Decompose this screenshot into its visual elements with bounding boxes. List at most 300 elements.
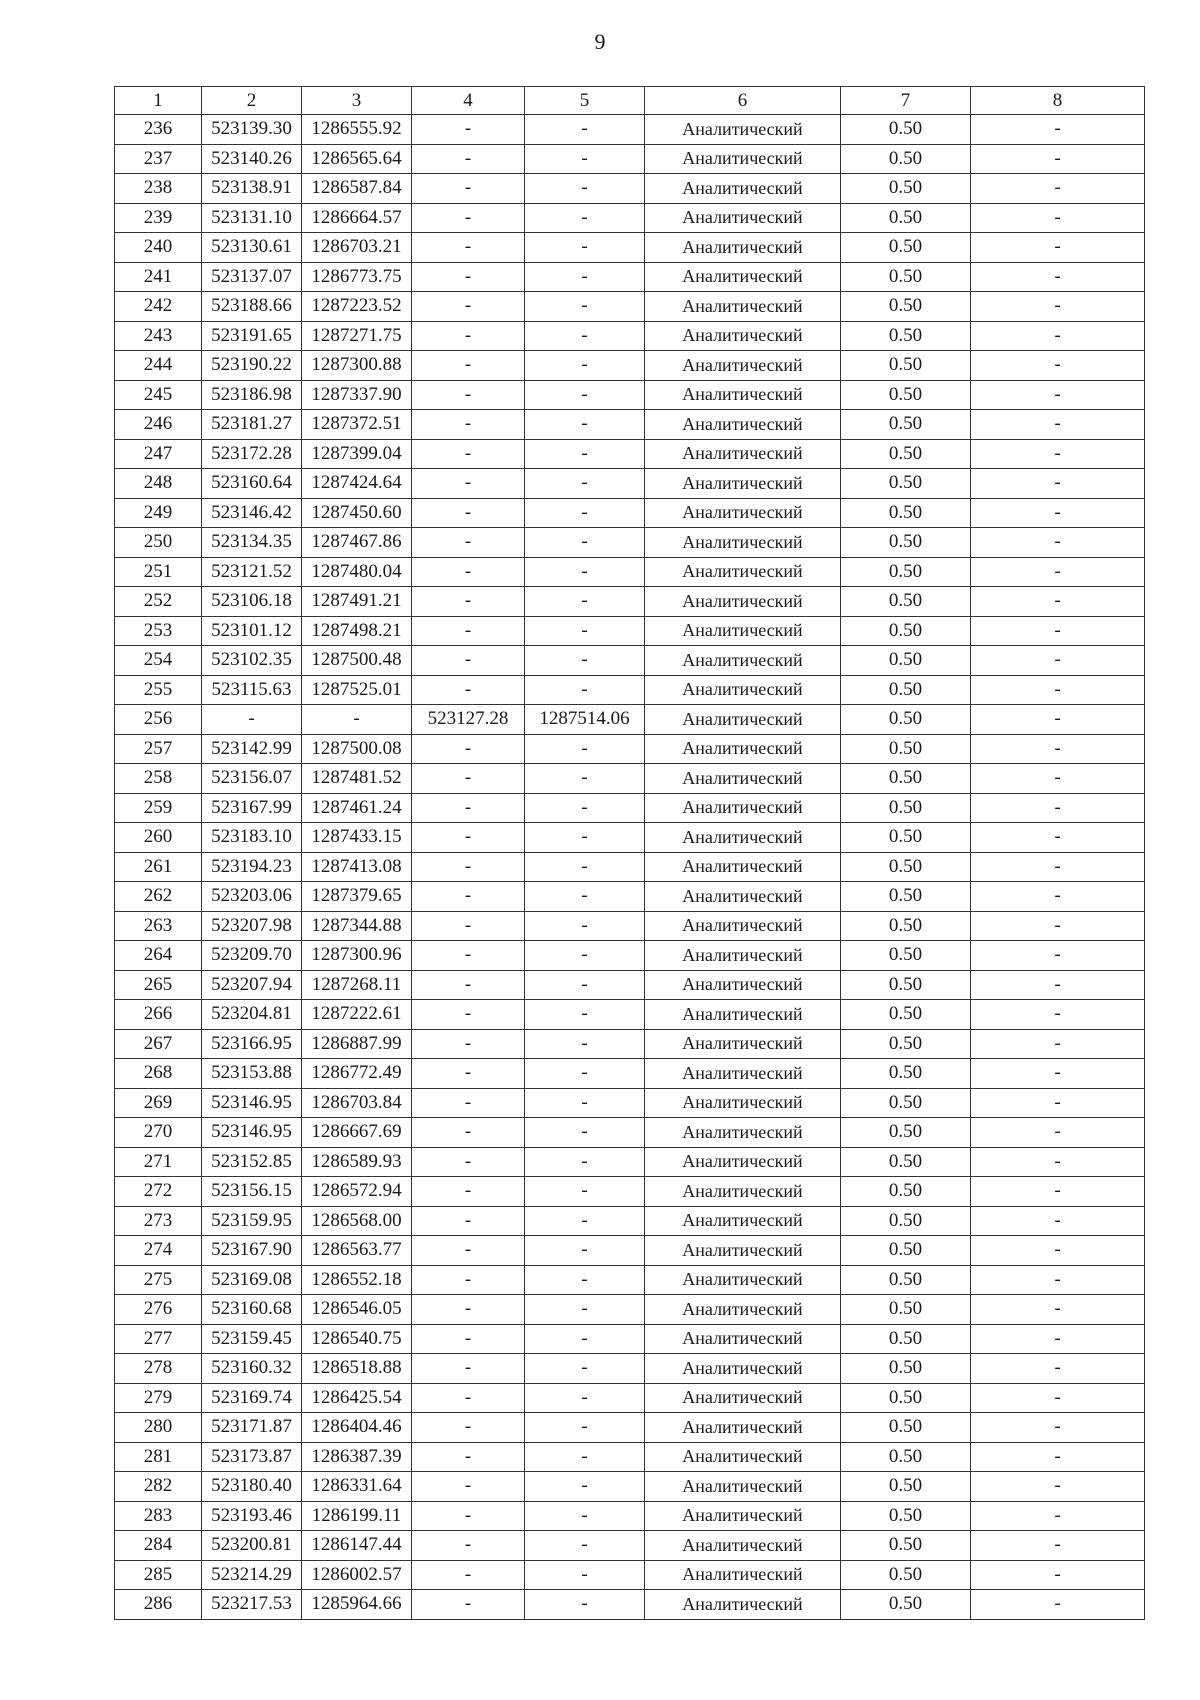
description-cell: - (971, 882, 1145, 912)
x-coordinate-cell: 523160.64 (202, 469, 302, 499)
table-row (115, 1442, 1145, 1472)
x-coordinate-cell: 523146.95 (202, 1118, 302, 1148)
method-cell: Аналитический (645, 734, 841, 764)
new-x-coordinate-cell: - (412, 911, 525, 941)
description-cell: - (971, 1531, 1145, 1561)
point-number-cell: 257 (115, 734, 202, 764)
table-row (115, 616, 1145, 646)
new-x-coordinate-cell: - (412, 1000, 525, 1030)
new-x-coordinate-cell: - (412, 1088, 525, 1118)
y-coordinate-cell: 1287491.21 (302, 587, 412, 617)
method-cell: Аналитический (645, 528, 841, 558)
method-cell: Аналитический (645, 1560, 841, 1590)
description-cell: - (971, 1501, 1145, 1531)
table-row (115, 705, 1145, 735)
table-row (115, 1531, 1145, 1561)
point-number-cell: 251 (115, 557, 202, 587)
x-coordinate-cell: 523139.30 (202, 115, 302, 145)
table-row (115, 115, 1145, 145)
y-coordinate-cell: 1287480.04 (302, 557, 412, 587)
accuracy-cell: 0.50 (841, 1413, 971, 1443)
new-y-coordinate-cell: - (525, 1177, 645, 1207)
new-y-coordinate-cell: - (525, 115, 645, 145)
accuracy-cell: 0.50 (841, 351, 971, 381)
new-x-coordinate-cell: - (412, 174, 525, 204)
new-y-coordinate-cell: 1287514.06 (525, 705, 645, 735)
accuracy-cell: 0.50 (841, 823, 971, 853)
method-cell: Аналитический (645, 439, 841, 469)
new-x-coordinate-cell: - (412, 351, 525, 381)
description-cell: - (971, 144, 1145, 174)
new-x-coordinate-cell: - (412, 1472, 525, 1502)
description-cell: - (971, 1590, 1145, 1620)
accuracy-cell: 0.50 (841, 528, 971, 558)
point-number-cell: 283 (115, 1501, 202, 1531)
accuracy-cell: 0.50 (841, 616, 971, 646)
x-coordinate-cell: 523191.65 (202, 321, 302, 351)
new-y-coordinate-cell: - (525, 1206, 645, 1236)
new-x-coordinate-cell: - (412, 675, 525, 705)
x-coordinate-cell: 523101.12 (202, 616, 302, 646)
accuracy-cell: 0.50 (841, 1531, 971, 1561)
accuracy-cell: 0.50 (841, 646, 971, 676)
description-cell: - (971, 734, 1145, 764)
table-row (115, 1088, 1145, 1118)
y-coordinate-cell: 1286667.69 (302, 1118, 412, 1148)
new-y-coordinate-cell: - (525, 528, 645, 558)
point-number-cell: 241 (115, 262, 202, 292)
new-x-coordinate-cell: - (412, 144, 525, 174)
accuracy-cell: 0.50 (841, 557, 971, 587)
new-y-coordinate-cell: - (525, 351, 645, 381)
description-cell: - (971, 351, 1145, 381)
table-row (115, 970, 1145, 1000)
method-cell: Аналитический (645, 1354, 841, 1384)
new-y-coordinate-cell: - (525, 321, 645, 351)
method-cell: Аналитический (645, 203, 841, 233)
accuracy-cell: 0.50 (841, 262, 971, 292)
description-cell: - (971, 380, 1145, 410)
method-cell: Аналитический (645, 144, 841, 174)
method-cell: Аналитический (645, 498, 841, 528)
point-number-cell: 247 (115, 439, 202, 469)
method-cell: Аналитический (645, 911, 841, 941)
point-number-cell: 281 (115, 1442, 202, 1472)
new-x-coordinate-cell: - (412, 646, 525, 676)
y-coordinate-cell: 1287223.52 (302, 292, 412, 322)
description-cell: - (971, 174, 1145, 204)
method-cell: Аналитический (645, 1531, 841, 1561)
table-row (115, 882, 1145, 912)
new-x-coordinate-cell: - (412, 380, 525, 410)
new-x-coordinate-cell: - (412, 1501, 525, 1531)
new-x-coordinate-cell: - (412, 1560, 525, 1590)
method-cell: Аналитический (645, 1472, 841, 1502)
table-row (115, 764, 1145, 794)
y-coordinate-cell: 1286773.75 (302, 262, 412, 292)
method-cell: Аналитический (645, 174, 841, 204)
new-y-coordinate-cell: - (525, 587, 645, 617)
description-cell: - (971, 616, 1145, 646)
description-cell: - (971, 233, 1145, 263)
y-coordinate-cell: 1286565.64 (302, 144, 412, 174)
table-row (115, 1206, 1145, 1236)
y-coordinate-cell: 1287222.61 (302, 1000, 412, 1030)
y-coordinate-cell: 1287300.88 (302, 351, 412, 381)
y-coordinate-cell: 1286772.49 (302, 1059, 412, 1089)
new-x-coordinate-cell: - (412, 823, 525, 853)
y-coordinate-cell: 1287300.96 (302, 941, 412, 971)
accuracy-cell: 0.50 (841, 144, 971, 174)
new-x-coordinate-cell: - (412, 734, 525, 764)
method-cell: Аналитический (645, 1442, 841, 1472)
y-coordinate-cell: 1287467.86 (302, 528, 412, 558)
point-number-cell: 245 (115, 380, 202, 410)
method-cell: Аналитический (645, 1236, 841, 1266)
new-x-coordinate-cell: - (412, 1590, 525, 1620)
point-number-cell: 282 (115, 1472, 202, 1502)
y-coordinate-cell: 1286546.05 (302, 1295, 412, 1325)
method-cell: Аналитический (645, 793, 841, 823)
table-row (115, 203, 1145, 233)
x-coordinate-cell: 523159.45 (202, 1324, 302, 1354)
accuracy-cell: 0.50 (841, 1590, 971, 1620)
method-cell: Аналитический (645, 675, 841, 705)
table-row (115, 557, 1145, 587)
x-coordinate-cell: 523153.88 (202, 1059, 302, 1089)
point-number-cell: 254 (115, 646, 202, 676)
method-cell: Аналитический (645, 764, 841, 794)
x-coordinate-cell: 523146.95 (202, 1088, 302, 1118)
description-cell: - (971, 1236, 1145, 1266)
table-row (115, 941, 1145, 971)
accuracy-cell: 0.50 (841, 941, 971, 971)
y-coordinate-cell: 1286331.64 (302, 1472, 412, 1502)
accuracy-cell: 0.50 (841, 764, 971, 794)
accuracy-cell: 0.50 (841, 203, 971, 233)
new-y-coordinate-cell: - (525, 1560, 645, 1590)
x-coordinate-cell: 523180.40 (202, 1472, 302, 1502)
method-cell: Аналитический (645, 262, 841, 292)
point-number-cell: 284 (115, 1531, 202, 1561)
x-coordinate-cell: 523194.23 (202, 852, 302, 882)
x-coordinate-cell: 523188.66 (202, 292, 302, 322)
description-cell: - (971, 1206, 1145, 1236)
point-number-cell: 285 (115, 1560, 202, 1590)
x-coordinate-cell: 523214.29 (202, 1560, 302, 1590)
description-cell: - (971, 1088, 1145, 1118)
point-number-cell: 238 (115, 174, 202, 204)
method-cell: Аналитический (645, 557, 841, 587)
x-coordinate-cell: 523137.07 (202, 262, 302, 292)
new-y-coordinate-cell: - (525, 1413, 645, 1443)
description-cell: - (971, 675, 1145, 705)
x-coordinate-cell: 523207.94 (202, 970, 302, 1000)
x-coordinate-cell: 523138.91 (202, 174, 302, 204)
accuracy-cell: 0.50 (841, 1560, 971, 1590)
new-x-coordinate-cell: - (412, 1206, 525, 1236)
y-coordinate-cell: 1287337.90 (302, 380, 412, 410)
method-cell: Аналитический (645, 970, 841, 1000)
table-row (115, 1295, 1145, 1325)
y-coordinate-cell: 1286518.88 (302, 1354, 412, 1384)
accuracy-cell: 0.50 (841, 469, 971, 499)
y-coordinate-cell: 1287500.48 (302, 646, 412, 676)
description-cell: - (971, 1147, 1145, 1177)
accuracy-cell: 0.50 (841, 1029, 971, 1059)
method-cell: Аналитический (645, 1413, 841, 1443)
description-cell: - (971, 1177, 1145, 1207)
column-header: 3 (302, 87, 412, 115)
method-cell: Аналитический (645, 115, 841, 145)
method-cell: Аналитический (645, 705, 841, 735)
accuracy-cell: 0.50 (841, 1088, 971, 1118)
new-x-coordinate-cell: - (412, 321, 525, 351)
y-coordinate-cell: 1285964.66 (302, 1590, 412, 1620)
new-y-coordinate-cell: - (525, 439, 645, 469)
x-coordinate-cell: 523167.99 (202, 793, 302, 823)
y-coordinate-cell: 1287525.01 (302, 675, 412, 705)
description-cell: - (971, 1472, 1145, 1502)
column-header: 8 (971, 87, 1145, 115)
point-number-cell: 263 (115, 911, 202, 941)
description-cell: - (971, 1383, 1145, 1413)
column-header: 5 (525, 87, 645, 115)
table-row (115, 321, 1145, 351)
table-row (115, 675, 1145, 705)
point-number-cell: 258 (115, 764, 202, 794)
accuracy-cell: 0.50 (841, 793, 971, 823)
new-x-coordinate-cell: - (412, 616, 525, 646)
y-coordinate-cell: - (302, 705, 412, 735)
new-x-coordinate-cell: - (412, 1383, 525, 1413)
table-row (115, 233, 1145, 263)
description-cell: - (971, 469, 1145, 499)
point-number-cell: 262 (115, 882, 202, 912)
y-coordinate-cell: 1286540.75 (302, 1324, 412, 1354)
point-number-cell: 274 (115, 1236, 202, 1266)
method-cell: Аналитический (645, 1383, 841, 1413)
x-coordinate-cell: 523167.90 (202, 1236, 302, 1266)
new-x-coordinate-cell: - (412, 1354, 525, 1384)
new-y-coordinate-cell: - (525, 203, 645, 233)
y-coordinate-cell: 1286002.57 (302, 1560, 412, 1590)
point-number-cell: 255 (115, 675, 202, 705)
y-coordinate-cell: 1287399.04 (302, 439, 412, 469)
x-coordinate-cell: 523140.26 (202, 144, 302, 174)
accuracy-cell: 0.50 (841, 1147, 971, 1177)
accuracy-cell: 0.50 (841, 734, 971, 764)
method-cell: Аналитический (645, 233, 841, 263)
new-x-coordinate-cell: - (412, 498, 525, 528)
x-coordinate-cell: 523217.53 (202, 1590, 302, 1620)
new-x-coordinate-cell: - (412, 292, 525, 322)
point-number-cell: 272 (115, 1177, 202, 1207)
y-coordinate-cell: 1287450.60 (302, 498, 412, 528)
new-y-coordinate-cell: - (525, 469, 645, 499)
description-cell: - (971, 203, 1145, 233)
new-x-coordinate-cell: - (412, 1324, 525, 1354)
new-y-coordinate-cell: - (525, 233, 645, 263)
x-coordinate-cell: 523115.63 (202, 675, 302, 705)
table-row (115, 1029, 1145, 1059)
x-coordinate-cell: 523160.68 (202, 1295, 302, 1325)
point-number-cell: 269 (115, 1088, 202, 1118)
table-row (115, 1059, 1145, 1089)
accuracy-cell: 0.50 (841, 1442, 971, 1472)
accuracy-cell: 0.50 (841, 911, 971, 941)
y-coordinate-cell: 1286552.18 (302, 1265, 412, 1295)
y-coordinate-cell: 1286572.94 (302, 1177, 412, 1207)
description-cell: - (971, 528, 1145, 558)
column-header: 4 (412, 87, 525, 115)
new-y-coordinate-cell: - (525, 1354, 645, 1384)
y-coordinate-cell: 1286589.93 (302, 1147, 412, 1177)
method-cell: Аналитический (645, 469, 841, 499)
method-cell: Аналитический (645, 410, 841, 440)
point-number-cell: 275 (115, 1265, 202, 1295)
table-row (115, 380, 1145, 410)
accuracy-cell: 0.50 (841, 1265, 971, 1295)
accuracy-cell: 0.50 (841, 1177, 971, 1207)
new-x-coordinate-cell: - (412, 1177, 525, 1207)
column-header: 2 (202, 87, 302, 115)
point-number-cell: 264 (115, 941, 202, 971)
method-cell: Аналитический (645, 882, 841, 912)
description-cell: - (971, 646, 1145, 676)
accuracy-cell: 0.50 (841, 292, 971, 322)
new-y-coordinate-cell: - (525, 1324, 645, 1354)
method-cell: Аналитический (645, 321, 841, 351)
column-header: 7 (841, 87, 971, 115)
description-cell: - (971, 1265, 1145, 1295)
table-row (115, 144, 1145, 174)
point-number-cell: 248 (115, 469, 202, 499)
new-y-coordinate-cell: - (525, 1501, 645, 1531)
new-x-coordinate-cell: - (412, 233, 525, 263)
table-row (115, 1383, 1145, 1413)
new-x-coordinate-cell: - (412, 410, 525, 440)
table-row (115, 351, 1145, 381)
new-y-coordinate-cell: - (525, 1472, 645, 1502)
new-y-coordinate-cell: - (525, 734, 645, 764)
y-coordinate-cell: 1286425.54 (302, 1383, 412, 1413)
x-coordinate-cell: 523166.95 (202, 1029, 302, 1059)
point-number-cell: 252 (115, 587, 202, 617)
y-coordinate-cell: 1287498.21 (302, 616, 412, 646)
x-coordinate-cell: 523172.28 (202, 439, 302, 469)
accuracy-cell: 0.50 (841, 1501, 971, 1531)
method-cell: Аналитический (645, 852, 841, 882)
point-number-cell: 243 (115, 321, 202, 351)
point-number-cell: 278 (115, 1354, 202, 1384)
accuracy-cell: 0.50 (841, 1000, 971, 1030)
accuracy-cell: 0.50 (841, 1118, 971, 1148)
method-cell: Аналитический (645, 1177, 841, 1207)
table-row (115, 823, 1145, 853)
x-coordinate-cell: 523142.99 (202, 734, 302, 764)
new-x-coordinate-cell: - (412, 882, 525, 912)
new-y-coordinate-cell: - (525, 616, 645, 646)
table-row (115, 852, 1145, 882)
y-coordinate-cell: 1286587.84 (302, 174, 412, 204)
point-number-cell: 244 (115, 351, 202, 381)
new-y-coordinate-cell: - (525, 1147, 645, 1177)
accuracy-cell: 0.50 (841, 380, 971, 410)
point-number-cell: 270 (115, 1118, 202, 1148)
new-y-coordinate-cell: - (525, 1088, 645, 1118)
accuracy-cell: 0.50 (841, 675, 971, 705)
table-row (115, 1265, 1145, 1295)
new-x-coordinate-cell: - (412, 1147, 525, 1177)
description-cell: - (971, 852, 1145, 882)
new-y-coordinate-cell: - (525, 646, 645, 676)
method-cell: Аналитический (645, 1206, 841, 1236)
x-coordinate-cell: 523106.18 (202, 587, 302, 617)
new-y-coordinate-cell: - (525, 1590, 645, 1620)
new-x-coordinate-cell: - (412, 1029, 525, 1059)
new-y-coordinate-cell: - (525, 911, 645, 941)
point-number-cell: 266 (115, 1000, 202, 1030)
accuracy-cell: 0.50 (841, 705, 971, 735)
y-coordinate-cell: 1287271.75 (302, 321, 412, 351)
table-row (115, 911, 1145, 941)
new-y-coordinate-cell: - (525, 1442, 645, 1472)
new-y-coordinate-cell: - (525, 498, 645, 528)
new-y-coordinate-cell: - (525, 380, 645, 410)
new-x-coordinate-cell: - (412, 1236, 525, 1266)
description-cell: - (971, 911, 1145, 941)
point-number-cell: 236 (115, 115, 202, 145)
description-cell: - (971, 410, 1145, 440)
column-header: 6 (645, 87, 841, 115)
table-row (115, 174, 1145, 204)
new-x-coordinate-cell: - (412, 970, 525, 1000)
point-number-cell: 279 (115, 1383, 202, 1413)
new-y-coordinate-cell: - (525, 410, 645, 440)
table-body (115, 115, 1145, 1620)
y-coordinate-cell: 1287424.64 (302, 469, 412, 499)
table-row (115, 1472, 1145, 1502)
point-number-cell: 280 (115, 1413, 202, 1443)
x-coordinate-cell: 523169.08 (202, 1265, 302, 1295)
new-y-coordinate-cell: - (525, 1000, 645, 1030)
table-row (115, 1118, 1145, 1148)
accuracy-cell: 0.50 (841, 410, 971, 440)
table-row (115, 292, 1145, 322)
point-number-cell: 256 (115, 705, 202, 735)
x-coordinate-cell: 523159.95 (202, 1206, 302, 1236)
x-coordinate-cell: 523156.15 (202, 1177, 302, 1207)
column-header: 1 (115, 87, 202, 115)
point-number-cell: 276 (115, 1295, 202, 1325)
x-coordinate-cell: 523146.42 (202, 498, 302, 528)
method-cell: Аналитический (645, 1265, 841, 1295)
new-x-coordinate-cell: - (412, 1295, 525, 1325)
new-x-coordinate-cell: - (412, 1059, 525, 1089)
table-row (115, 1501, 1145, 1531)
method-cell: Аналитический (645, 292, 841, 322)
description-cell: - (971, 1059, 1145, 1089)
new-y-coordinate-cell: - (525, 1531, 645, 1561)
x-coordinate-cell: 523183.10 (202, 823, 302, 853)
table-row (115, 439, 1145, 469)
y-coordinate-cell: 1286199.11 (302, 1501, 412, 1531)
new-y-coordinate-cell: - (525, 262, 645, 292)
description-cell: - (971, 823, 1145, 853)
y-coordinate-cell: 1287500.08 (302, 734, 412, 764)
accuracy-cell: 0.50 (841, 587, 971, 617)
